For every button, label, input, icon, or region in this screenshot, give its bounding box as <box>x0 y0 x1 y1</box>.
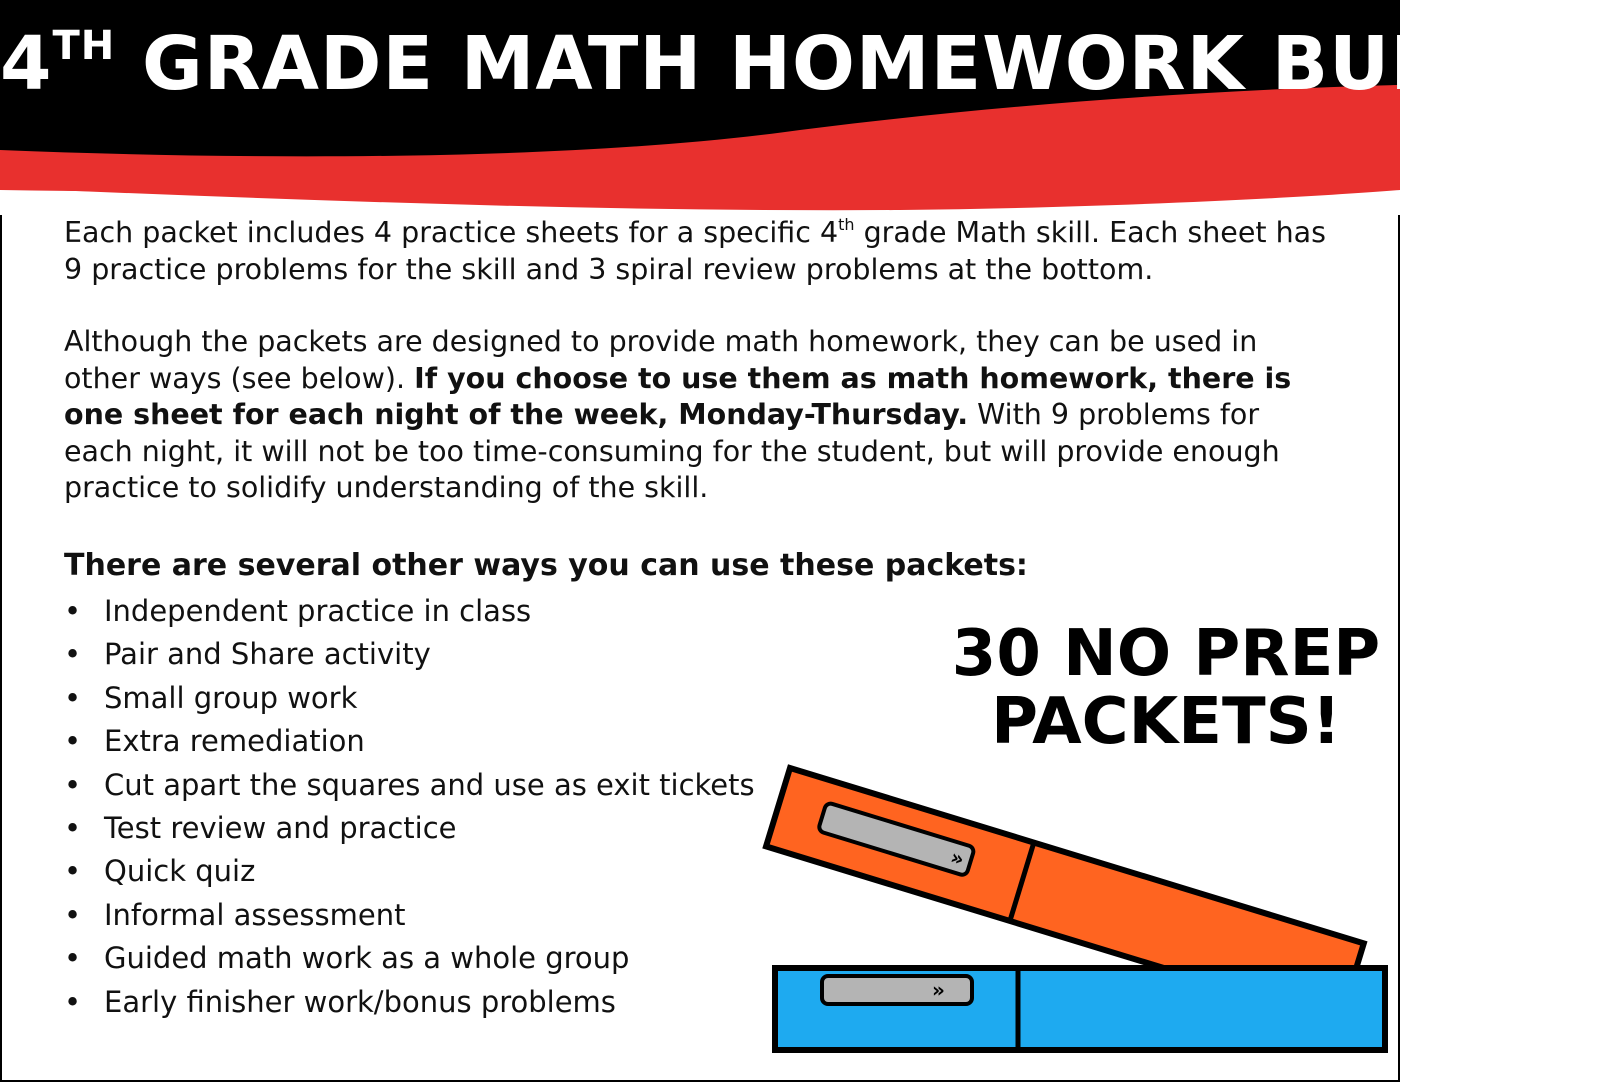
intro-p1-text-a: Each packet includes 4 practice sheets for a specific 4 <box>64 216 839 249</box>
folders-icon <box>760 750 1400 1080</box>
intro-paragraph-1 <box>64 215 1334 288</box>
ways-heading: There are several other ways you can use these packets: <box>64 548 1028 583</box>
ways-item-text: Pair and Share activity <box>104 637 431 672</box>
intro-paragraph-2 <box>64 324 1334 507</box>
ways-list-item <box>64 807 755 850</box>
ways-item-text: Informal assessment <box>104 897 406 932</box>
bullet-icon: • <box>64 767 82 802</box>
ways-item-text: Extra remediation <box>104 724 365 759</box>
bullet-icon: • <box>64 854 82 889</box>
bullet-icon: • <box>64 724 82 759</box>
title-banner <box>0 0 1615 215</box>
ways-list-item <box>64 677 755 720</box>
bullet-icon: • <box>64 984 82 1019</box>
ways-list-item <box>64 764 755 807</box>
intro-text <box>64 215 1334 507</box>
ways-item-text: Quick quiz <box>104 854 256 889</box>
ways-list-item <box>64 720 755 763</box>
page-title <box>0 14 1615 114</box>
ways-list-item <box>64 981 755 1024</box>
svg-text:»: » <box>932 978 945 1002</box>
callout-line-1: 30 NO PREP <box>951 617 1381 691</box>
ways-list-item <box>64 633 755 676</box>
bullet-icon: • <box>64 594 82 628</box>
title-prefix: 4 <box>0 21 53 107</box>
bullet-icon: • <box>64 810 82 845</box>
ways-list-item <box>64 894 755 937</box>
svg-text:»: » <box>947 844 968 872</box>
intro-p2-text-a: Although the packets are designed to provide math homework, they can be used in other ways (see below). <box>64 325 1258 395</box>
ways-item-text: Early finisher work/bonus problems <box>104 984 616 1019</box>
intro-p1-superscript: th <box>838 215 855 234</box>
intro-p1-text-b: grade Math skill. Each sheet has 9 practice problems for the skill and 3 spiral review problems at the bottom. <box>64 216 1326 286</box>
ways-item-text: Cut apart the squares and use as exit tickets <box>104 767 755 802</box>
bullet-icon: • <box>64 637 82 672</box>
ways-list-item <box>64 590 755 633</box>
ways-list-item <box>64 850 755 893</box>
folders-illustration <box>760 750 1400 1080</box>
ways-item-text: Test review and practice <box>104 810 457 845</box>
intro-p2-bold-text: If you choose to use them as math homework, there is one sheet for each night of the week, Monday-Thursday. <box>64 361 1292 431</box>
ways-list-item <box>64 937 755 980</box>
ways-list <box>64 590 755 1024</box>
ways-item-text: Small group work <box>104 680 358 715</box>
ways-item-text: Guided math work as a whole group <box>104 941 630 976</box>
intro-p2-text-b: With 9 problems for each night, it will not be too time-consuming for the student, but will provide enough practice to solidify understanding of the skill. <box>64 398 1280 504</box>
bullet-icon: • <box>64 680 82 715</box>
title-superscript: TH <box>52 23 116 69</box>
ways-item-text: Independent practice in class <box>104 594 532 628</box>
bullet-icon: • <box>64 941 82 976</box>
blue-folder-tab <box>822 976 972 1004</box>
no-prep-callout <box>946 617 1386 759</box>
callout-line-2: PACKETS! <box>991 685 1341 759</box>
title-rest: GRADE MATH HOMEWORK BUNDLE <box>115 21 1615 107</box>
bullet-icon: • <box>64 897 82 932</box>
